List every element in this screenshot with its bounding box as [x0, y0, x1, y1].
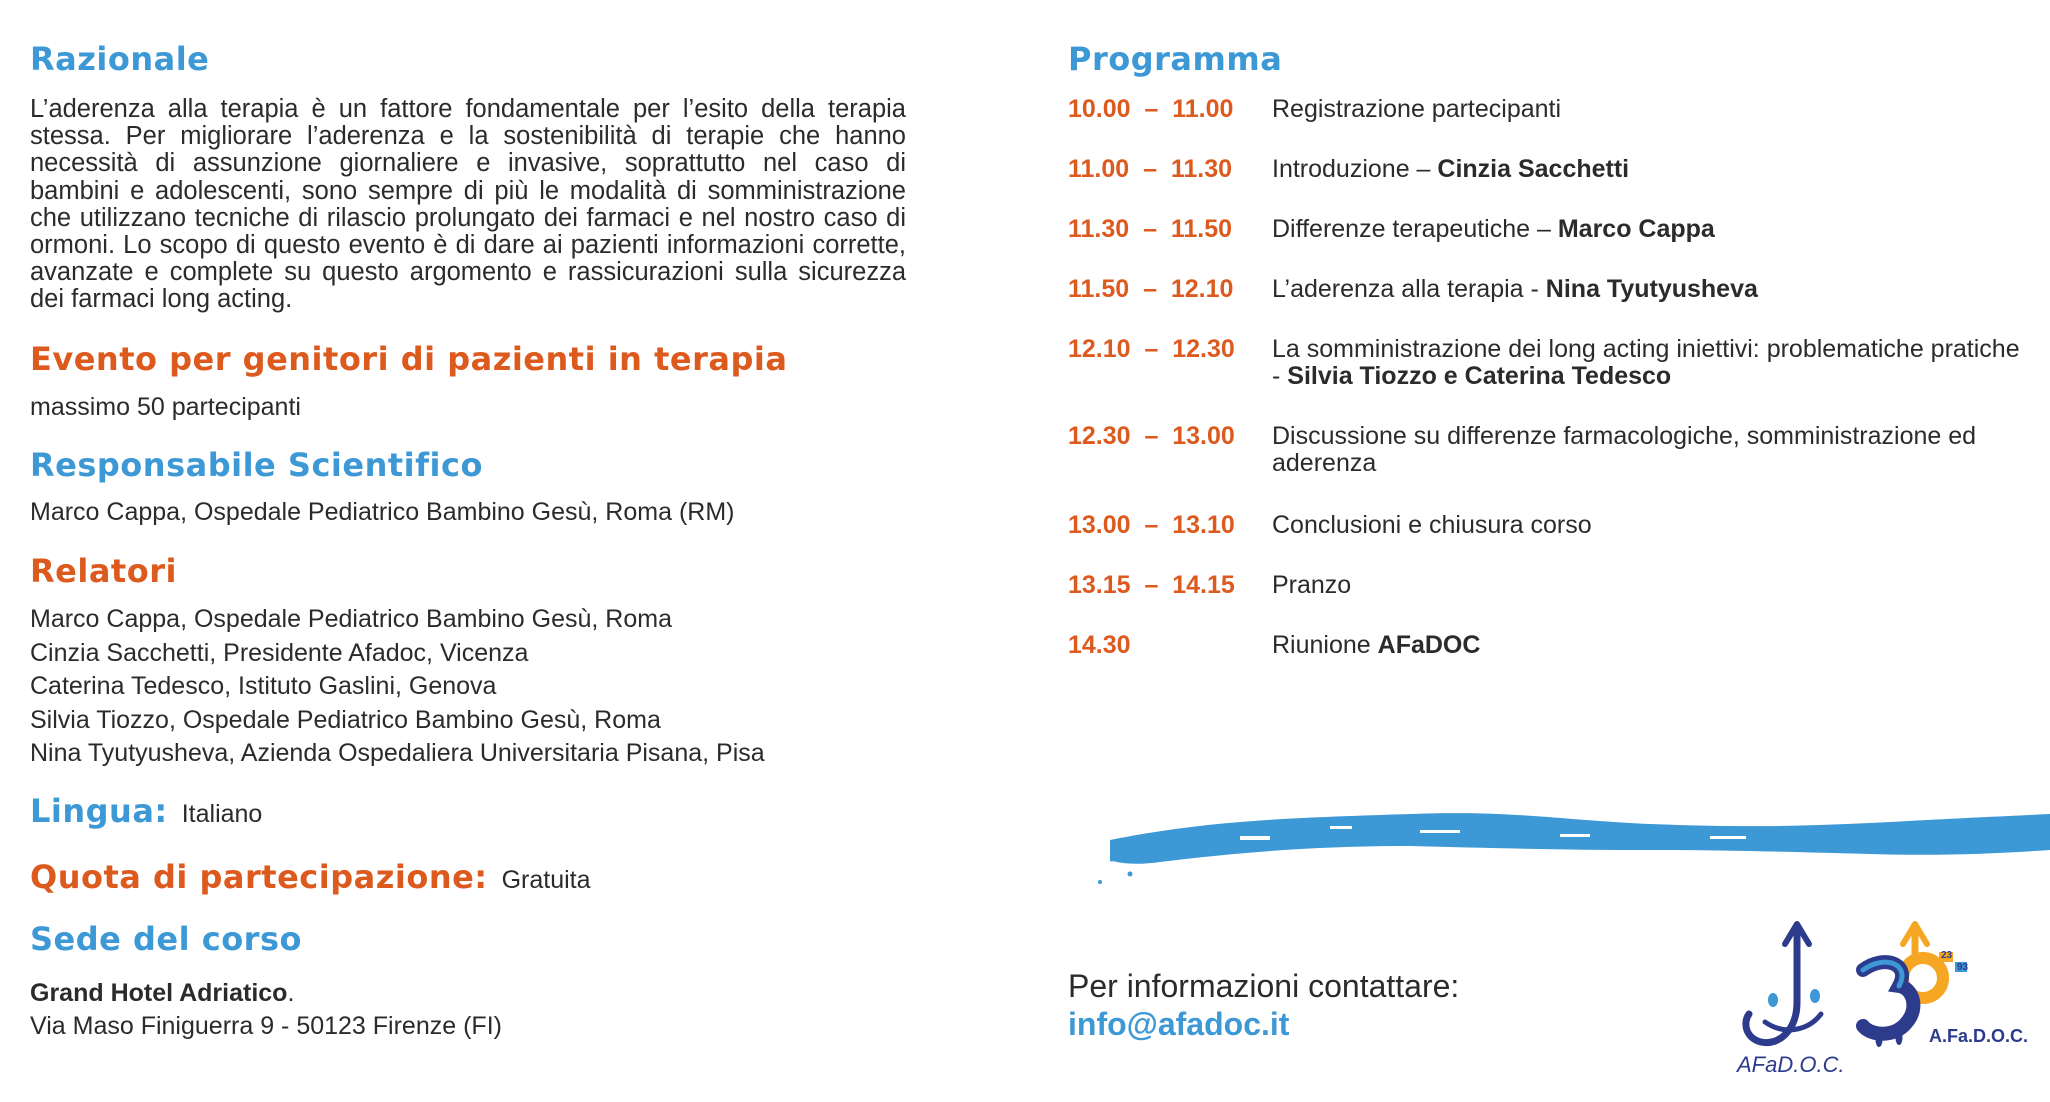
programma-heading: Programma	[1068, 40, 1283, 78]
program-desc: Discussione su differenze farmacologiche, somministrazione ed aderenza	[1272, 422, 1977, 477]
program-speaker: Nina Tyutyusheva	[1545, 275, 1758, 303]
program-time: 11.50 – 12.10	[1068, 275, 1234, 303]
afadoc-logo-text: AFaD.O.C.	[1737, 1052, 1845, 1077]
responsabile-text: Marco Cappa, Ospedale Pediatrico Bambino Gesù, Roma (RM)	[30, 498, 735, 526]
sede-address: Via Maso Finiguerra 9 - 50123 Firenze (FI)	[30, 1012, 502, 1040]
relatori-heading: Relatori	[30, 552, 177, 590]
brush-stroke-decoration	[1090, 790, 2050, 900]
program-time: 13.00 – 13.10	[1068, 511, 1235, 539]
program-desc: L’aderenza alla terapia - Nina Tyutyusheva	[1272, 275, 1758, 303]
program-time: 12.10 – 12.30	[1068, 335, 1235, 363]
anniversary-year-start: 23	[1941, 950, 1953, 961]
contact-email[interactable]: info@afadoc.it	[1068, 1006, 1290, 1042]
program-speaker: Cinzia Sacchetti	[1437, 155, 1630, 183]
relatore-item: Marco Cappa, Ospedale Pediatrico Bambino Gesù, Roma	[30, 605, 672, 633]
program-time: 12.30 – 13.00	[1068, 422, 1235, 450]
anniversary-logo-icon	[1855, 918, 2005, 1073]
program-desc: Differenze terapeutiche – Marco Cappa	[1272, 215, 1715, 243]
quota-label: Quota di partecipazione:	[30, 858, 488, 896]
razionale-heading: Razionale	[30, 40, 210, 78]
evento-heading: Evento per genitori di pazienti in terapia	[30, 340, 788, 378]
relatore-item: Caterina Tedesco, Istituto Gaslini, Genova	[30, 672, 497, 700]
lingua-row	[30, 792, 262, 830]
relatore-item: Nina Tyutyusheva, Azienda Ospedaliera Universitaria Pisana, Pisa	[30, 739, 765, 767]
program-time: 14.30	[1068, 631, 1131, 659]
afadoc-logo	[1735, 918, 1845, 1083]
program-speaker: Silvia Tiozzo e Caterina Tedesco	[1287, 362, 1672, 390]
sede-venue-suffix: .	[287, 979, 295, 1007]
afadoc-logo-icon	[1735, 918, 1845, 1058]
relatore-item: Silvia Tiozzo, Ospedale Pediatrico Bambino Gesù, Roma	[30, 705, 661, 734]
program-desc: Introduzione – Cinzia Sacchetti	[1272, 155, 1630, 183]
relatore-item: Cinzia Sacchetti, Presidente Afadoc, Vicenza	[30, 638, 529, 667]
quota-row	[30, 858, 591, 896]
anniversary-logo-text: A.Fa.D.O.C.	[1929, 1026, 2029, 1046]
program-speaker: AFaDOC	[1377, 631, 1481, 659]
sede-heading: Sede del corso	[30, 920, 302, 958]
lingua-label: Lingua:	[30, 792, 168, 830]
sede-venue	[30, 980, 294, 1007]
program-time: 11.30 – 11.50	[1068, 215, 1233, 243]
program-desc: Riunione AFaDOC	[1272, 631, 1481, 659]
anniversary-logo	[1855, 918, 2029, 1073]
program-time: 11.00 – 11.30	[1068, 155, 1233, 183]
program-time: 13.15 – 14.15	[1068, 571, 1235, 599]
evento-text: massimo 50 partecipanti	[30, 393, 301, 421]
program-desc: La somministrazione dei long acting iniettivi: problematiche pratiche - Silvia Tiozzo e Caterina Tedesco	[1272, 335, 2020, 390]
sede-venue-name: Grand Hotel Adriatico	[30, 979, 288, 1007]
program-time: 10.00 – 11.00	[1068, 95, 1234, 123]
contact-label: Per informazioni contattare:	[1068, 968, 1460, 1004]
program-speaker: Marco Cappa	[1557, 215, 1715, 243]
relatori-list	[30, 603, 765, 771]
razionale-text: L’aderenza alla terapia è un fattore fondamentale per l’esito della terapia stessa. Per migliorare l’aderenza e la sostenibilità di terapie che hanno necessità di assunzione giornaliere e invasive, soprattutto nel caso di bambini e adolescenti, sono sempre di più le modalità di somministrazione che utilizzano tecniche di rilascio prolungato dei farmaci e nel nostro caso di ormoni. Lo scopo di questo evento è di dare ai pazienti informazioni corrette, avanzate e complete su questo argomento e rassicurazioni sulla sicurezza dei farmaci long acting.	[30, 95, 906, 314]
responsabile-heading: Responsabile Scientifico	[30, 446, 483, 484]
program-desc: Registrazione partecipanti	[1272, 95, 1562, 123]
lingua-value: Italiano	[181, 800, 263, 828]
program-desc: Conclusioni e chiusura corso	[1272, 511, 1592, 539]
anniversary-year-end: 93	[1957, 962, 1969, 973]
program-desc: Pranzo	[1272, 571, 1352, 599]
quota-value: Gratuita	[501, 866, 591, 894]
